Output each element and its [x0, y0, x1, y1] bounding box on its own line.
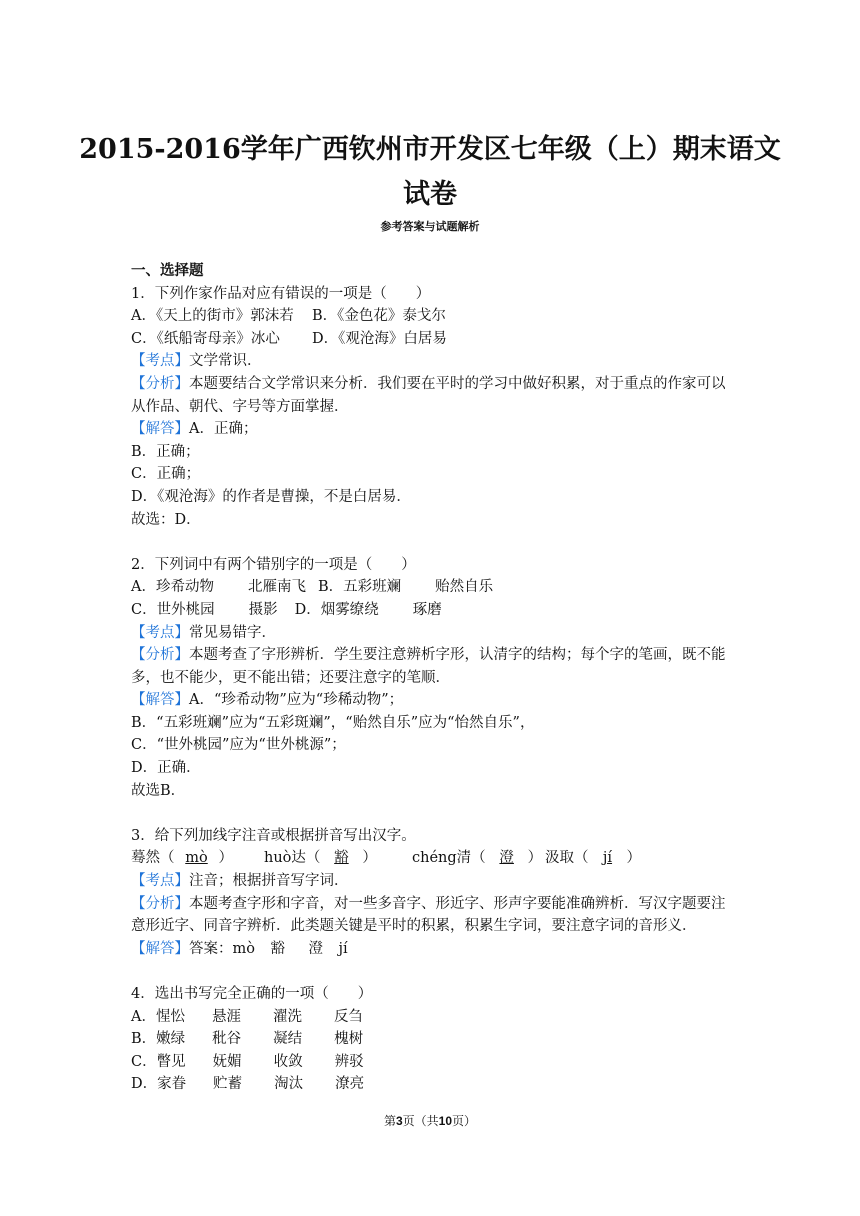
q1-fenxi	[131, 373, 731, 418]
fenxi-tag: 【分析】	[131, 647, 189, 664]
q3-fenxi-text: 本题考查字形和字音，对一些多音字、形近字、形声字要能准确辨析．写汉字题要注意形近字、同音字辨析．此类题关键是平时的积累，积累生字词，要注意字词的音形义．	[131, 895, 726, 935]
q4-option-b	[131, 1028, 731, 1051]
subtitle: 参考答案与试题解析	[380, 220, 480, 233]
q3-item3-prefix: chéng清（	[412, 850, 486, 867]
q1-options-ab	[131, 305, 731, 328]
q1-stem: 1．下列作家作品对应有错误的一项是（ ）	[131, 285, 431, 302]
q1-option-d: D．《观沧海》白居易	[312, 330, 447, 347]
q4-a-word4: 反刍	[333, 1008, 363, 1025]
kaodian-tag: 【考点】	[131, 353, 189, 370]
q4-d-label: D．	[131, 1076, 158, 1093]
q4-a-word2: 悬涯	[211, 1008, 241, 1025]
q4-a-word3: 濯洗	[272, 1008, 302, 1025]
page-title-line2: 试卷	[403, 179, 457, 210]
q4-d-word2: 贮蓄	[213, 1076, 243, 1093]
q2-b-word1: 五彩班斓	[343, 579, 402, 596]
q4-b-word1: 嫩绿	[156, 1031, 186, 1048]
q2-d-label: D．	[294, 601, 321, 618]
q4-d-word1: 家眷	[157, 1076, 187, 1093]
q4-a-word1: 惺忪	[155, 1008, 185, 1025]
q3-jieda	[131, 938, 731, 961]
q4-a-label: A．	[131, 1008, 156, 1025]
page-title-line1: 2015-2016学年广西钦州市开发区七年级（上）期末语文	[79, 134, 781, 165]
q1-jieda-text: A．正确；	[189, 421, 258, 438]
q3-item1-suffix: ）	[218, 850, 233, 867]
q4-c-label: C．	[131, 1053, 157, 1070]
q3-item4-answer: jí	[602, 850, 613, 867]
q2-stem: 2．下列词中有两个错别字的一项是（ ）	[131, 556, 416, 573]
q2-d-word2: 琢磨	[412, 601, 442, 618]
q1-option-a: A．《天上的街市》郭沫若	[131, 308, 294, 325]
q1-fenxi-text: 本题要结合文学常识来分析．我们要在平时的学习中做好积累，对于重点的作家可以从作品、朝代、字号等方面掌握．	[131, 375, 726, 415]
q1-kaodian	[131, 350, 731, 373]
q1-answer-b: B．正确；	[131, 443, 200, 460]
footer-total-pages: 10	[438, 1114, 453, 1128]
fenxi-tag: 【分析】	[131, 895, 189, 912]
q2-answer-c: C．“世外桃园”应为“世外桃源”；	[131, 737, 346, 754]
q2-fenxi	[131, 644, 731, 689]
q2-answer-d: D．正确．	[131, 760, 201, 777]
q1-choice: 故选：D．	[131, 511, 201, 528]
kaodian-tag: 【考点】	[131, 624, 189, 641]
q3-item4-prefix: 汲取（	[545, 850, 589, 867]
q4-option-a	[131, 1006, 731, 1029]
q3-item3-answer: 澄	[499, 850, 514, 867]
section-heading: 一、选择题	[131, 262, 204, 279]
q3-items	[131, 847, 731, 870]
jieda-tag: 【解答】	[131, 421, 189, 438]
q4-d-word4: 潦亮	[335, 1076, 365, 1093]
q2-a-label: A．	[131, 579, 156, 596]
q4-stem: 4．选出书写完全正确的一项（ ）	[131, 986, 373, 1002]
q2-answer-b: B．“五彩班斓”应为“五彩斑斓”，“贻然自乐”应为“怡然自乐”，	[131, 714, 535, 731]
q4-c-word3: 收敛	[273, 1053, 303, 1070]
q4-c-word4: 辨驳	[334, 1053, 364, 1070]
q1-answer-d: D．《观沧海》的作者是曹操，不是白居易．	[131, 488, 411, 505]
q1-option-c: C．《纸船寄母亲》冰心	[131, 330, 280, 347]
q4-option-d	[131, 1073, 731, 1096]
q2-kaodian	[131, 622, 731, 645]
q3-answer3: 澄	[308, 940, 323, 957]
footer-prefix: 第	[383, 1114, 396, 1128]
footer-suffix: 页）	[452, 1114, 477, 1128]
q2-options-ab	[131, 576, 731, 599]
q2-b-label: B．	[317, 579, 344, 596]
q2-c-word1: 世外桃园	[156, 601, 215, 618]
q2-a-word1: 珍希动物	[155, 579, 214, 596]
q2-b-word2: 贻然自乐	[435, 579, 494, 596]
q1-option-b: B．《金色花》泰戈尔	[312, 308, 446, 325]
q2-jieda	[131, 689, 731, 712]
footer-middle: 页（共	[402, 1114, 439, 1128]
q4-b-word2: 秕谷	[212, 1031, 242, 1048]
q4-b-word3: 凝结	[273, 1031, 303, 1048]
q3-item3-suffix: ）	[527, 850, 543, 867]
q3-stem: 3．给下列加线字注音或根据拼音写出汉字。	[131, 827, 416, 844]
q3-answer1: mò	[232, 940, 255, 957]
q2-fenxi-text: 本题考查了字形辨析．学生要注意辨析字形，认清字的结构；每个字的笔画，既不能多，也不能少，更不能出错；还要注意字的笔顺．	[131, 647, 726, 686]
q1-options-cd	[131, 328, 731, 351]
q2-c-label: C．	[131, 601, 157, 618]
q3-answer4: jí	[338, 940, 348, 957]
q3-item1	[131, 847, 264, 870]
kaodian-tag: 【考点】	[131, 873, 189, 890]
q3-kaodian-text: 注音；根据拼音写字词．	[189, 873, 349, 890]
q3-item2-suffix: ）	[362, 850, 377, 867]
q2-jieda-text: A．“珍希动物”应为“珍稀动物”；	[189, 692, 404, 709]
page-footer	[0, 1112, 860, 1129]
q3-item1-answer: mò	[185, 850, 208, 867]
q1-answer-c: C．正确；	[131, 466, 201, 483]
q1-kaodian-text: 文学常识．	[189, 353, 262, 370]
q3-item2-prefix: huò达（	[264, 850, 321, 867]
q3-kaodian	[131, 870, 731, 893]
q4-d-word3: 淘汰	[274, 1076, 304, 1093]
q4-b-word4: 槐树	[334, 1031, 364, 1048]
q3-answer2: 豁	[270, 940, 285, 957]
q2-kaodian-text: 常见易错字．	[189, 624, 276, 641]
q3-item1-prefix: 蓦然（	[131, 850, 175, 867]
q4-option-c	[131, 1051, 731, 1074]
q3-item4	[545, 850, 641, 866]
q2-c-word2: 摄影	[248, 601, 278, 618]
q2-a-word2: 北雁南飞	[247, 579, 306, 596]
footer-page-number: 3	[395, 1114, 403, 1128]
q1-jieda	[131, 418, 731, 441]
jieda-tag: 【解答】	[131, 692, 189, 709]
exam-content	[131, 260, 731, 1096]
jieda-tag: 【解答】	[131, 940, 189, 957]
q2-options-cd	[131, 599, 731, 622]
q3-item3	[412, 847, 545, 870]
q3-item2	[264, 847, 412, 870]
q4-c-word2: 妩媚	[212, 1053, 242, 1070]
q2-d-word1: 烟雾缭绕	[320, 601, 379, 618]
q3-item4-suffix: ）	[626, 850, 641, 867]
q3-fenxi	[131, 893, 731, 938]
q3-jieda-prefix: 答案：	[189, 940, 233, 957]
q4-b-label: B．	[131, 1031, 157, 1048]
fenxi-tag: 【分析】	[131, 375, 189, 392]
q3-item2-answer: 豁	[334, 850, 349, 867]
q4-c-word1: 瞥见	[156, 1053, 186, 1070]
q2-choice: 故选B．	[131, 782, 186, 799]
